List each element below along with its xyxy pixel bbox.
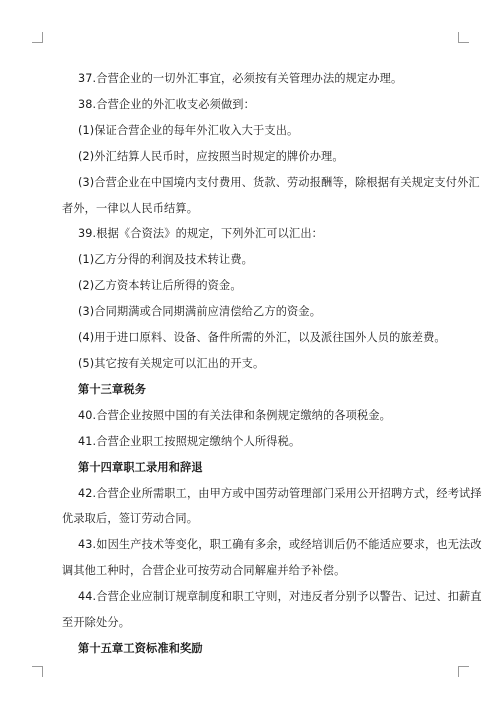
article-39-item-2: (2)乙方资本转让后所得的资金。 [78, 279, 242, 293]
article-37: 37.合营企业的一切外汇事宜，必须按有关管理办法的规定办理。 [78, 72, 403, 85]
article-39-item-4: (4)用于进口原料、设备、备件所需的外汇，以及派往国外人员的旅差费。 [78, 331, 446, 345]
article-43-cont: 调其他工种时，合营企业可按劳动合同解雇并给予补偿。 [62, 564, 346, 578]
article-39-item-5: (5)其它按有关规定可以汇出的开支。 [78, 356, 265, 370]
crop-mark-bottom-left [32, 666, 43, 677]
chapter-13-heading: 第十三章税务 [78, 382, 147, 396]
article-38: 38.合营企业的外汇收支必须做到： [78, 97, 255, 111]
crop-mark-top-left [32, 32, 43, 43]
article-41: 41.合营企业职工按照规定缴纳个人所得税。 [78, 434, 301, 448]
article-43: 43.如因生产技术等变化，职工确有多余，或经培训后仍不能适应要求，也无法改 [78, 538, 482, 552]
article-39-item-3: (3)合同期满或合同期满前应清偿给乙方的资金。 [78, 305, 322, 319]
article-39: 39.根据《合资法》的规定，下列外汇可以汇出： [78, 227, 323, 241]
article-42: 42.合营企业所需职工，由甲方或中国劳动管理部门采用公开招聘方式，经考试择 [78, 486, 482, 500]
article-40: 40.合营企业按照中国的有关法律和条例规定缴纳的各项税金。 [78, 408, 392, 422]
crop-mark-bottom-right [458, 666, 469, 677]
article-38-item-1: (1)保证合营企业的每年外汇收入大于支出。 [78, 123, 299, 137]
article-39-item-1: (1)乙方分得的利润及技术转让费。 [78, 253, 254, 267]
article-44: 44.合营企业应制订规章制度和职工守则，对违反者分别予以警告、记过、扣薪直 [78, 590, 482, 604]
article-42-cont: 优录取后，签订劳动合同。 [62, 512, 199, 526]
article-38-item-2: (2)外汇结算人民币时，应按照当时规定的牌价办理。 [78, 149, 344, 163]
document-body [62, 66, 482, 662]
crop-mark-top-right [458, 32, 469, 43]
chapter-15-heading: 第十五章工资标准和奖励 [78, 641, 203, 655]
article-38-item-3: (3)合营企业在中国境内支付费用、货款、劳动报酬等，除根据有关规定支付外汇 [78, 175, 480, 189]
article-44-cont: 至开除处分。 [62, 616, 131, 630]
chapter-14-heading: 第十四章职工录用和辞退 [78, 460, 203, 474]
article-38-item-3-cont: 者外，一律以人民币结算。 [62, 201, 199, 215]
